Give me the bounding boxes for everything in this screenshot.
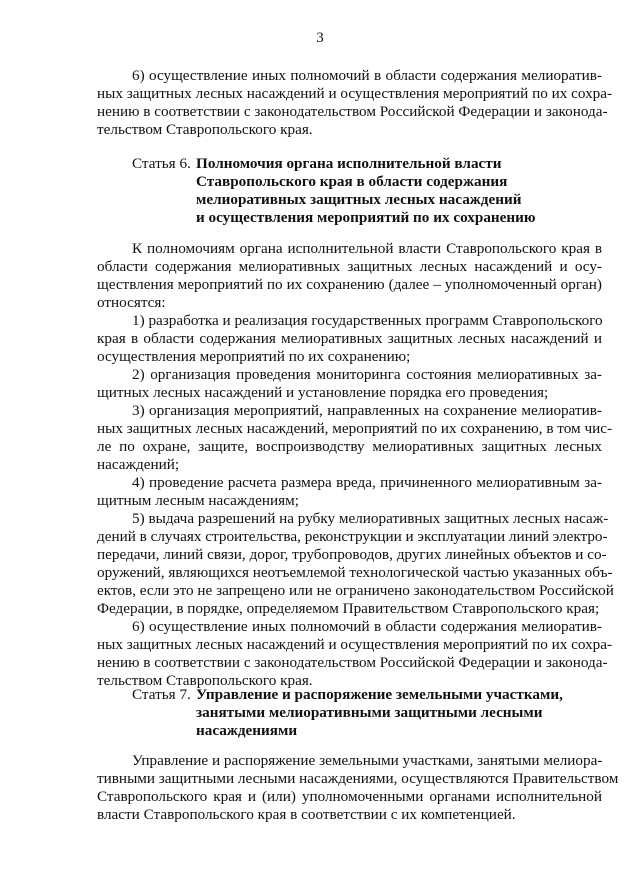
article6-body-line: нению в соответствии с законодательством Российской Федерации и законода- — [97, 654, 608, 671]
article6-body-line: области содержания мелиоративных защитных лесных насаждений и осу- — [97, 258, 602, 275]
article6-title-line: Полномочия органа исполнительной власти — [196, 155, 502, 172]
article6-title-line: и осуществления мероприятий по их сохранению — [196, 209, 536, 226]
article6-body-line: 3) организация мероприятий, направленных на сохранение мелиоратив- — [132, 402, 602, 419]
article6-body-line: тельством Ставропольского края. — [97, 672, 313, 689]
article6-body-line: 2) организация проведения мониторинга состояния мелиоративных за- — [132, 366, 602, 383]
article6-body-line: ществления мероприятий по их сохранению (далее – уполномоченный орган) — [97, 276, 602, 293]
article6-body-line: 1) разработка и реализация государственных программ Ставропольского — [132, 312, 603, 329]
page-number: 3 — [316, 30, 324, 46]
article7-title-line: занятыми мелиоративными защитными лесными — [196, 704, 543, 721]
article6-body-line: 6) осуществление иных полномочий в области содержания мелиоратив- — [132, 618, 602, 635]
article6-title-line: Ставропольского края в области содержания — [196, 173, 508, 190]
article7-body-line: тивными защитными лесными насаждениями, осуществляются Правительством — [97, 770, 619, 787]
article6-body-line: оружений, являющихся неотъемлемой технологической частью указанных объ- — [97, 564, 613, 581]
article6-body-line: К полномочиям органа исполнительной власти Ставропольского края в — [132, 240, 602, 257]
article7-label: Статья 7. — [132, 686, 191, 703]
article6-body-line: щитных лесных насаждений и установление порядка его проведения; — [97, 384, 549, 401]
article7-body-line: Управление и распоряжение земельными участками, занятыми мелиора- — [132, 752, 603, 769]
article6-body-line: 4) проведение расчета размера вреда, причиненного мелиоративным за- — [132, 474, 602, 491]
article7-body-line: власти Ставропольского края в соответствии с их компетенцией. — [97, 806, 516, 823]
article7-body-line: Ставропольского края и (или) уполномоченными органами исполнительной — [97, 788, 602, 805]
article6-body-line: ных защитных лесных насаждений, мероприятий по их сохранению, в том чис- — [97, 420, 613, 437]
prev-item6-line: 6) осуществление иных полномочий в области содержания мелиоратив- — [132, 67, 602, 84]
article6-body-line: насаждений; — [97, 456, 180, 473]
article6-body-line: ле по охране, защите, воспроизводству мелиоративных защитных лесных — [97, 438, 602, 455]
article6-label: Статья 6. — [132, 155, 191, 172]
article6-body-line: щитным лесным насаждениям; — [97, 492, 299, 509]
article7-title-line: Управление и распоряжение земельными участками, — [196, 686, 563, 703]
prev-item6-line: нению в соответствии с законодательством Российской Федерации и законода- — [97, 103, 608, 120]
prev-item6-line: тельством Ставропольского края. — [97, 121, 313, 138]
article6-body-line: ектов, если это не запрещено или не ограничено законодательством Российской — [97, 582, 614, 599]
article6-title-line: мелиоративных защитных лесных насаждений — [196, 191, 522, 208]
article6-body-line: передачи, линий связи, дорог, трубопроводов, других линейных объектов и со- — [97, 546, 607, 563]
article6-body-line: дений в случаях строительства, реконструкции и эксплуатации линий электро- — [97, 528, 608, 545]
article7-title-line: насаждениями — [196, 722, 298, 739]
article6-body-line: 5) выдача разрешений на рубку мелиоративных защитных лесных насаж- — [132, 510, 609, 527]
article6-body-line: осуществления мероприятий по их сохранению; — [97, 348, 411, 365]
article6-body-line: ных защитных лесных насаждений и осуществления мероприятий по их сохра- — [97, 636, 613, 653]
article6-body-line: Федерации, в порядке, определяемом Правительством Ставропольского края; — [97, 600, 600, 617]
prev-item6-line: ных защитных лесных насаждений и осуществления мероприятий по их сохра- — [97, 85, 613, 102]
article6-body-line: относятся: — [97, 294, 166, 311]
article6-body-line: края в области содержания мелиоративных защитных лесных насаждений и — [97, 330, 602, 347]
